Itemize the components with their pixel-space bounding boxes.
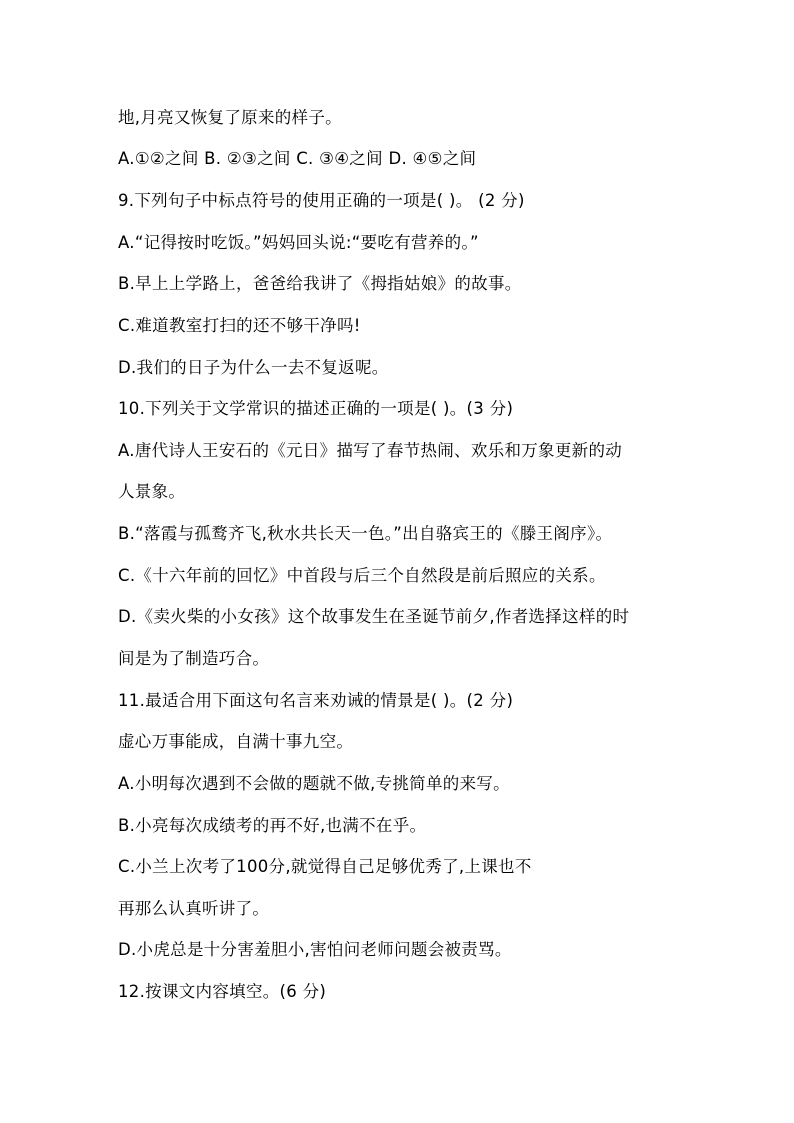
q8-options: A.①②之间 B. ②③之间 C. ③④之间 D. ④⑤之间 [118, 149, 477, 168]
q10-option-a-cont: 人景象。 [118, 482, 186, 501]
q9-option-d: D.我们的日子为什么一去不复返呢。 [118, 358, 389, 377]
q9-stem: 9.下列句子中标点符号的使用正确的一项是( )。 (2 分) [118, 191, 525, 210]
q11-option-c: C.小兰上次考了100分,就觉得自己足够优秀了,上课也不 [118, 857, 532, 876]
q10-option-d: D.《卖火柴的小女孩》这个故事发生在圣诞节前夕,作者选择这样的时 [118, 607, 630, 626]
q9-option-a: A.“记得按时吃饭。”妈妈回头说:“要吃有营养的。” [118, 233, 479, 252]
q11-stem: 11.最适合用下面这句名言来劝诫的情景是( )。(2 分) [118, 691, 514, 710]
q9-option-b: B.早上上学路上，爸爸给我讲了《拇指姑娘》的故事。 [118, 274, 522, 293]
q12-stem: 12.按课文内容填空。(6 分) [118, 982, 327, 1001]
q11-option-a: A.小明每次遇到不会做的题就不做,专挑简单的来写。 [118, 774, 510, 793]
q11-option-c-cont: 再那么认真听讲了。 [118, 899, 270, 918]
q10-option-c: C.《十六年前的回忆》中首段与后三个自然段是前后照应的关系。 [118, 566, 606, 585]
q10-option-d-cont: 间是为了制造巧合。 [118, 649, 270, 668]
q10-option-a: A.唐代诗人王安石的《元日》描写了春节热闹、欢乐和万象更新的动 [118, 441, 623, 460]
q11-quote: 虚心万事能成，自满十事九空。 [118, 732, 354, 751]
q10-option-b: B.“落霞与孤鹜齐飞,秋水共长天一色。”出自骆宾王的《滕王阁序》。 [118, 524, 613, 543]
q10-stem: 10.下列关于文学常识的描述正确的一项是( )。(3 分) [118, 399, 514, 418]
text-line-continuation: 地,月亮又恢复了原来的样子。 [118, 108, 342, 127]
q11-option-d: D.小虎总是十分害羞胆小,害怕问老师问题会被责骂。 [118, 940, 512, 959]
q9-option-c: C.难道教室打扫的还不够干净吗! [118, 316, 361, 335]
q11-option-b: B.小亮每次成绩考的再不好,也满不在乎。 [118, 816, 427, 835]
